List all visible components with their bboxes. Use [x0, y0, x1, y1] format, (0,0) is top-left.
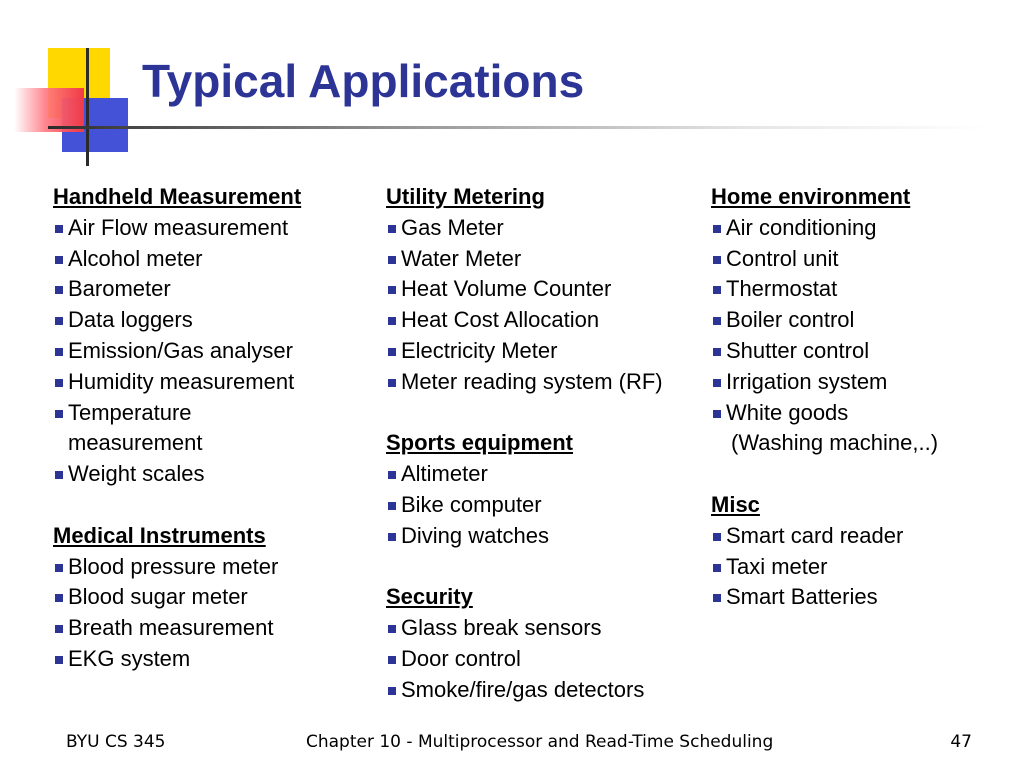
square-bullet-icon: [55, 656, 63, 664]
square-bullet-icon: [388, 533, 396, 541]
square-bullet-icon: [388, 379, 396, 387]
square-bullet-icon: [55, 348, 63, 356]
list-item: Blood pressure meter: [53, 552, 378, 583]
list-item: Air Flow measurement: [53, 213, 378, 244]
section-heading-handheld: Handheld Measurement: [53, 184, 302, 209]
square-bullet-icon: [388, 656, 396, 664]
section-heading-misc: Misc: [711, 491, 760, 517]
square-bullet-icon: [713, 317, 721, 325]
list-item: Irrigation system: [711, 367, 1016, 398]
square-bullet-icon: [713, 410, 721, 418]
list-item: Data loggers: [53, 305, 378, 336]
list-item: Weight scales: [53, 459, 378, 490]
list-item: Heat Volume Counter: [386, 274, 708, 305]
footer-page-number: 47: [950, 732, 972, 752]
square-bullet-icon: [55, 564, 63, 572]
list-item: Temperature measurement: [53, 398, 378, 460]
slide-title: Typical Applications: [142, 55, 585, 107]
square-bullet-icon: [713, 256, 721, 264]
list-item: Taxi meter: [711, 552, 1016, 583]
list-item: Glass break sensors: [386, 613, 708, 644]
square-bullet-icon: [388, 225, 396, 233]
square-bullet-icon: [55, 379, 63, 387]
square-bullet-icon: [388, 286, 396, 294]
column-middle: [386, 182, 708, 706]
square-bullet-icon: [713, 286, 721, 294]
square-bullet-icon: [55, 286, 63, 294]
list-item: Breath measurement: [53, 613, 378, 644]
square-bullet-icon: [55, 625, 63, 633]
list-item: Emission/Gas analyser: [53, 336, 378, 367]
list-item: Smart card reader: [711, 521, 1016, 552]
list-item: Heat Cost Allocation: [386, 305, 708, 336]
square-bullet-icon: [55, 225, 63, 233]
square-bullet-icon: [55, 471, 63, 479]
column-left: [53, 182, 378, 675]
square-bullet-icon: [55, 256, 63, 264]
square-bullet-icon: [713, 533, 721, 541]
column-right: [711, 182, 1016, 613]
list-item: Blood sugar meter: [53, 582, 378, 613]
decor-vertical-line: [86, 48, 89, 166]
list-item: Bike computer: [386, 490, 708, 521]
list-item: Smoke/fire/gas detectors: [386, 675, 708, 706]
list-item: Thermostat: [711, 274, 1016, 305]
list-item: Barometer: [53, 274, 378, 305]
square-bullet-icon: [713, 225, 721, 233]
list-item: Boiler control: [711, 305, 1016, 336]
section-heading-medical: Medical Instruments: [53, 522, 266, 548]
square-bullet-icon: [388, 687, 396, 695]
list-item: Gas Meter: [386, 213, 708, 244]
section-heading-sports: Sports equipment: [386, 430, 574, 456]
section-heading-home: Home environment: [711, 184, 911, 209]
section-heading-security: Security: [386, 584, 473, 610]
list-item: Diving watches: [386, 521, 708, 552]
square-bullet-icon: [713, 379, 721, 387]
square-bullet-icon: [713, 594, 721, 602]
title-underline-rule: [48, 126, 988, 129]
square-bullet-icon: [55, 594, 63, 602]
square-bullet-icon: [388, 471, 396, 479]
footer-course: BYU CS 345: [66, 732, 166, 752]
square-bullet-icon: [55, 410, 63, 418]
square-bullet-icon: [388, 256, 396, 264]
list-item: Control unit: [711, 244, 1016, 275]
list-item: Door control: [386, 644, 708, 675]
list-item: Electricity Meter: [386, 336, 708, 367]
list-item: Meter reading system (RF): [386, 367, 708, 398]
square-bullet-icon: [388, 625, 396, 633]
square-bullet-icon: [388, 317, 396, 325]
list-item-continuation: (Washing machine,..): [731, 430, 939, 456]
list-item: Humidity measurement: [53, 367, 378, 398]
square-bullet-icon: [55, 317, 63, 325]
list-item: Shutter control: [711, 336, 1016, 367]
list-item: Altimeter: [386, 459, 708, 490]
section-heading-utility: Utility Metering: [386, 184, 545, 209]
square-bullet-icon: [713, 348, 721, 356]
square-bullet-icon: [713, 564, 721, 572]
list-item: White goods: [711, 398, 1016, 429]
list-item: Water Meter: [386, 244, 708, 275]
list-item: Smart Batteries: [711, 582, 1016, 613]
list-item: EKG system: [53, 644, 378, 675]
square-bullet-icon: [388, 348, 396, 356]
list-item: Alcohol meter: [53, 244, 378, 275]
footer-chapter-title: Chapter 10 - Multiprocessor and Read-Time Scheduling: [306, 732, 774, 752]
list-item: Air conditioning: [711, 213, 1016, 244]
square-bullet-icon: [388, 502, 396, 510]
